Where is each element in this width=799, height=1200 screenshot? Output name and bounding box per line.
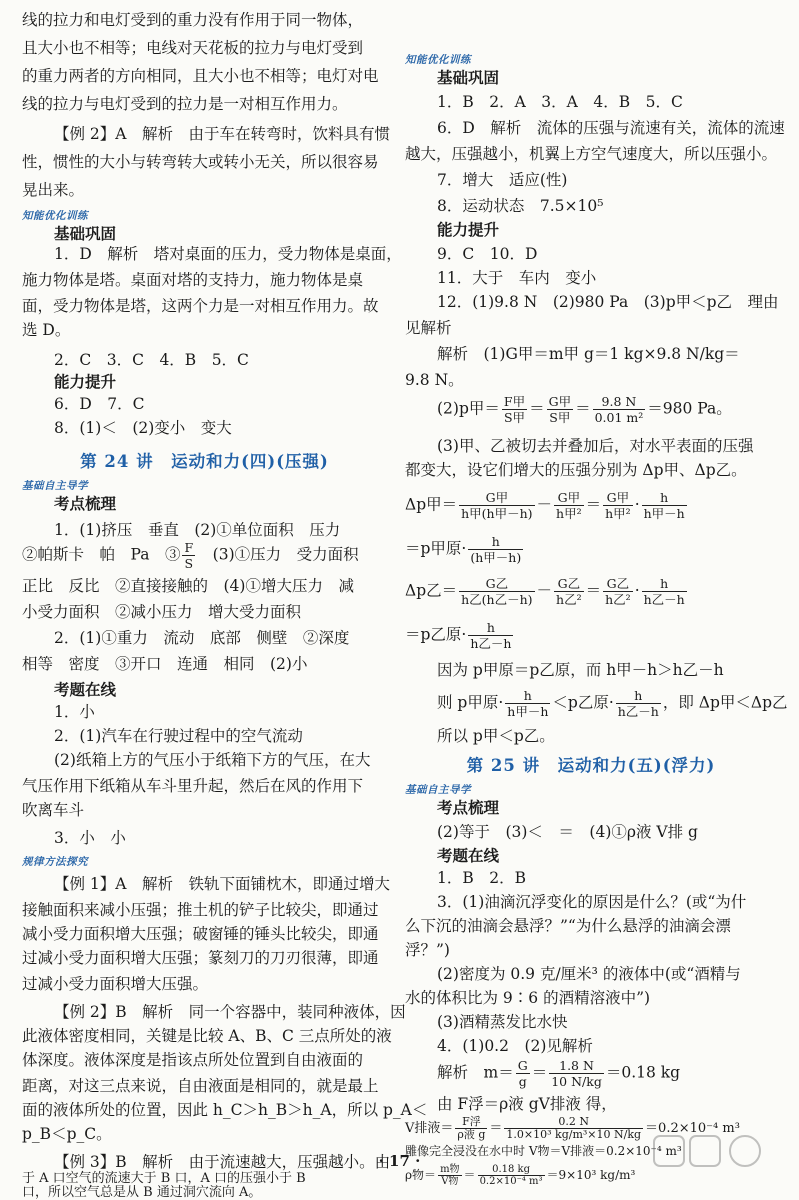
denominator: h乙－h (617, 704, 659, 719)
watermark-shape (730, 1136, 760, 1166)
lesson-25-heading: 第 25 讲 运动和力(五)(浮力) (466, 756, 716, 775)
answer-line: 11．大于 车内 变小 (437, 269, 597, 287)
numerator: G甲 (548, 394, 572, 409)
denominator: ρ液 g (457, 1128, 486, 1141)
answer-line: (3)酒精蒸发比水快 (437, 1013, 568, 1031)
numerator: G乙 (554, 576, 584, 592)
denominator: h甲(h甲－h) (461, 506, 533, 521)
answer-line: 8．运动状态 7.5×10⁵ (437, 197, 604, 215)
denominator: (h甲－h) (470, 550, 522, 565)
text-line: 都变大，设它们增大的压强分别为 Δp甲、Δp乙。 (405, 461, 747, 479)
answer-line: 6．D 解析 流体的压强与流速有关，流体的流速 (437, 119, 785, 137)
denominator: S (184, 556, 194, 571)
text-line: 过减小受力面积增大压强；篆刻刀的刀刃很薄，即通 (22, 949, 379, 967)
numerator: 9.8 N (593, 394, 646, 410)
answer-line: 1．D 解析 塔对桌面的压力，受力物体是桌面， (54, 245, 402, 263)
section-tag: 知能优化训练 (405, 54, 471, 66)
answer-line: 2．(1)①重力 流动 底部 侧壁 ②深度 (54, 629, 350, 647)
denominator: g (518, 1074, 527, 1089)
text-span: ＝0.18 kg (605, 1063, 681, 1082)
denominator: 10 N/kg (551, 1074, 602, 1089)
denominator: h甲－h (507, 704, 549, 719)
subsection-title: 考点梳理 (437, 798, 500, 817)
subsection-title: 基础巩固 (437, 68, 500, 87)
text-line: 过减小受力面积增大压强。 (22, 975, 209, 993)
answer-line: (2)等于 (3)＜ ＝ (4)①ρ液 V排 g (437, 823, 698, 841)
text-span: ＝980 Pa。 (647, 399, 732, 418)
equation-pressure: (2)p甲＝ $\frac{\text{F甲}}{\text{S甲}}$ ＝ $\frac{\text{G甲}}{\text{S甲}}$ ＝ $\frac{9.8 N}{\text{0.01 m²}}$ ＝980 Pa。 (437, 394, 732, 425)
fraction (616, 688, 661, 719)
equation-delta-p-jia: Δp甲＝ $\frac{\text{G甲}}{\text{h甲(h甲－h)}}$ － $\frac{\text{G甲}}{\text{h甲²}}$ ＝ $\frac{\text{G甲}}{\text{h甲²}}$ · $\frac{h}{\text{h甲－h}}$ (405, 490, 685, 521)
text-line: 减小受力面积增大压强；破窗锤的锤头比较尖，即通 (22, 925, 379, 943)
denominator: 1.0×10³ kg/m³×10 N/kg (506, 1128, 642, 1141)
lesson-24-heading: 第 24 讲 运动和力(四)(压强) (80, 452, 329, 471)
text-line: p_B＜p_C。 (22, 1125, 112, 1143)
section-tag: 规律方法探究 (22, 856, 88, 868)
text-span: ＝p甲原· (405, 539, 467, 558)
answer-line: 12．(1)9.8 N (2)980 Pa (3)p甲＜p乙 理由 (437, 293, 779, 311)
denominator: 0.2×10⁻⁴ m³ (479, 1176, 543, 1187)
text-span: 则 p甲原· (437, 693, 504, 712)
subsection-title: 基础巩固 (54, 224, 117, 243)
answer-line: 3．小 小 (54, 829, 126, 847)
denominator: h乙－h (470, 636, 512, 651)
denominator: h乙(h乙－h) (461, 592, 533, 607)
subsection-title: 考题在线 (437, 846, 500, 865)
fraction (459, 490, 534, 521)
answer-line: 4．(1)0.2 (2)见解析 (437, 1037, 593, 1055)
numerator: m物 (440, 1164, 460, 1175)
numerator: h (468, 620, 513, 636)
text-span: V排液＝ (405, 1121, 454, 1136)
text-span: ＝0.2×10⁻⁴ m³ (645, 1121, 740, 1136)
text-line: 小受力面积 ②减小压力 增大受力面积 (22, 603, 302, 621)
numerator: h (642, 576, 687, 592)
solution-line: 所以 p甲＜p乙。 (437, 727, 555, 745)
example-3-answer: 【例 3】B 解析 由于流速越大，压强越小。由 (54, 1153, 391, 1171)
text-span: ＝p乙原· (405, 625, 467, 644)
text-span: (2)p甲＝ (437, 399, 500, 418)
numerator: F浮 (455, 1116, 487, 1129)
text-span: ＜p乙原· (552, 693, 614, 712)
answer-line: 2．(1)汽车在行驶过程中的空气流动 (54, 727, 303, 745)
denominator: h乙－h (643, 592, 685, 607)
numerator: h (505, 688, 550, 704)
text-line: 选 D。 (22, 321, 71, 339)
fraction (642, 576, 687, 607)
answer-line: (2)密度为 0.9 克/厘米³ 的液体中(或“酒精与 (437, 965, 741, 983)
answer-line: (2)纸箱上方的气压小于纸箱下方的气压，在大 (54, 751, 371, 769)
text-line: 气压作用下纸箱从车斗里升起，然后在风的作用下 (22, 777, 364, 795)
text-span: 解析 m＝ (437, 1063, 514, 1082)
numerator: G甲 (459, 490, 534, 506)
answer-line: 8．(1)＜ (2)变小 变大 (54, 419, 232, 437)
text-span: Δp乙＝ (405, 581, 458, 600)
answer-line: 6．D 7．C (54, 395, 145, 413)
answer-line: 7．增大 适应(性) (437, 171, 568, 189)
fraction (455, 1116, 487, 1141)
text-line: 见解析 (405, 319, 452, 337)
numerator: 0.18 kg (478, 1164, 545, 1176)
answer-line: 1．B 2．A 3．A 4．B 5．C (437, 93, 683, 111)
fraction (593, 394, 646, 425)
equation-mass: 解析 m＝ $\frac{G}{g}$ ＝ $\frac{1.8 N}{10 N/kg}$ ＝0.18 kg (437, 1058, 681, 1089)
fraction (554, 490, 584, 521)
text-line: 线的拉力与电灯受到的拉力是一对相互作用力。 (22, 95, 348, 113)
text-line: 正比 反比 ②直接接触的 (4)①增大压力 减 (22, 577, 354, 595)
text-line: 于 A 口空气的流速大于 B 口，A 口的压强小于 B (22, 1171, 306, 1186)
text-line: 且大小也不相等；电线对天花板的拉力与电灯受到 (22, 39, 364, 57)
text-line: 体深度。液体深度是指该点所处位置到自由液面的 (22, 1051, 364, 1069)
fraction (505, 688, 550, 719)
fraction (459, 576, 534, 607)
example-1-answer: 【例 1】A 解析 铁轨下面铺枕木，即通过增大 (54, 875, 390, 893)
numerator: h (642, 490, 687, 506)
numerator: h (616, 688, 661, 704)
watermark-shape (654, 1136, 684, 1166)
subsection-title: 考点梳理 (54, 494, 117, 513)
equation-comparison (405, 688, 788, 719)
numerator: G甲 (554, 490, 584, 506)
answer-line: 1．小 (54, 703, 95, 721)
denominator: h甲² (605, 506, 631, 521)
fraction (549, 1058, 604, 1089)
equation-line (405, 620, 515, 651)
numerator: F甲 (503, 394, 526, 409)
numerator: G乙 (459, 576, 534, 592)
text-span: ρ物＝ (405, 1168, 437, 1182)
subsection-title: 考题在线 (54, 680, 117, 699)
text-line: 线的拉力和电灯受到的重力没有作用于同一物体， (22, 11, 364, 29)
text-line: 浮？”) (405, 941, 450, 959)
subsection-title: 能力提升 (54, 372, 117, 391)
text-line: 9.8 N。 (405, 371, 464, 389)
solution-line: 由 F浮＝ρ液 gV排液 得， (437, 1095, 617, 1113)
numerator: h (468, 534, 523, 550)
text-span: ②帕斯卡 帕 Pa ③ (22, 545, 181, 564)
section-tag: 基础自主导学 (22, 480, 88, 492)
fraction (547, 394, 574, 425)
text-span: (3)①压力 受力面积 (197, 545, 359, 564)
answer-line: 2．C 3．C 4．B 5．C (54, 351, 249, 369)
text-span: Δp甲＝ (405, 495, 458, 514)
equation-density: ρ物＝ $\frac{\text{m物}}{\text{V物}}$ ＝ $\frac{0.18 kg}{\text{0.2×10⁻⁴ m³}}$ ＝9×10³ kg/m³ (405, 1164, 636, 1187)
watermark-shape (690, 1136, 720, 1166)
solution-line: 解析 (1)G甲＝m甲 g＝1 kg×9.8 N/kg＝ (437, 345, 740, 363)
answer-line: 3．(1)油滴沉浮变化的原因是什么？(或“为什 (437, 893, 747, 911)
fraction (504, 1116, 643, 1141)
text-line: 面，受力物体是塔，这两个力是一对相互作用力。故 (22, 297, 379, 315)
answer-line: 9．C 10．D (437, 245, 538, 263)
equation-volume: V排液＝ $\frac{\text{F浮}}{\text{ρ液 g}}$ ＝ $\frac{0.2 N}{\text{1.0×10³ kg/m³×10 N/kg}}$ ＝0.2×10⁻⁴ m³ (405, 1115, 740, 1141)
fraction (554, 576, 584, 607)
fraction (468, 620, 513, 651)
denominator: 0.01 m² (594, 410, 644, 425)
subsection-title: 能力提升 (437, 220, 500, 239)
denominator: V物 (441, 1176, 459, 1187)
denominator: h甲² (556, 506, 582, 521)
text-line: 相等 密度 ③开口 连通 相同 (2)小 (22, 655, 308, 673)
text-span: ＝9×10³ kg/m³ (546, 1168, 636, 1182)
denominator: S甲 (549, 410, 571, 425)
numerator: G甲 (603, 490, 633, 506)
text-line: 性，惯性的大小与转弯转大或转小无关，所以很容易 (22, 153, 379, 171)
text-line: 距离，对这三点来说，自由液面是相同的，就是最上 (22, 1077, 379, 1095)
answer-line: 1．(1)挤压 垂直 (2)①单位面积 压力 (54, 521, 341, 539)
text-line: 水的体积比为 9∶6 的酒精溶液中”) (405, 989, 651, 1007)
denominator: S甲 (503, 410, 526, 425)
text-line: 晃出来。 (22, 181, 85, 199)
numerator: G (517, 1058, 528, 1073)
fraction (468, 534, 523, 565)
denominator: h甲－h (643, 506, 685, 521)
text-line: 施力物体是塔。桌面对塔的支持力，施力物体是桌 (22, 271, 364, 289)
text-line: 口，所以空气总是从 B 通过洞穴流向 A。 (22, 1185, 262, 1200)
text-line: 面的液体所处的位置，因此 h_C＞h_B＞h_A，所以 p_A＜ (22, 1101, 428, 1119)
equation-delta-p-yi: Δp乙＝ $\frac{\text{G乙}}{\text{h乙(h乙－h)}}$ － $\frac{\text{G乙}}{\text{h乙²}}$ ＝ $\frac{\text{G乙}}{\text{h乙²}}$ · $\frac{h}{\text{h乙－h}}$ (405, 576, 685, 607)
watermark-logo (650, 1132, 790, 1192)
fraction (642, 490, 687, 521)
page-number: · 17 · (378, 1152, 421, 1170)
example-2-answer: 【例 2】B 解析 同一个容器中，装同种液体，因 (54, 1003, 406, 1021)
text-line: 接触面积来减小压强；推土机的铲子比较尖，即通过 (22, 901, 379, 919)
text-line: 此液体密度相同，关键是比较 A、B、C 三点所处的液 (22, 1027, 392, 1045)
answer-line (22, 540, 359, 571)
fraction-f-over-s (182, 540, 195, 571)
text-line: 的重力两者的方向相同，且大小也不相等；电灯对电 (22, 67, 379, 85)
solution-line: 因为 p甲原＝p乙原，而 h甲－h＞h乙－h (437, 661, 724, 679)
equation-line (405, 534, 525, 565)
fraction (603, 576, 633, 607)
fraction (603, 490, 633, 521)
numerator: F (184, 540, 194, 555)
numerator: 0.2 N (504, 1116, 643, 1129)
example-2-answer: 【例 2】A 解析 由于车在转弯时，饮料具有惯 (54, 125, 390, 143)
text-line: 越大，压强越小，机翼上方空气速度大，所以压强小。 (405, 145, 778, 163)
numerator: G乙 (603, 576, 633, 592)
section-tag: 基础自主导学 (405, 784, 471, 796)
fraction (502, 394, 527, 425)
numerator: 1.8 N (549, 1058, 604, 1074)
fraction (516, 1058, 530, 1089)
solution-line: (3)甲、乙被切去并叠加后，对水平表面的压强 (437, 437, 754, 455)
denominator: h乙² (605, 592, 631, 607)
section-tag: 知能优化训练 (22, 210, 88, 222)
solution-line: 雕像完全浸没在水中时 V物＝V排液＝0.2×10⁻⁴ m³ (405, 1144, 682, 1158)
denominator: h乙² (556, 592, 582, 607)
text-line: 么下沉的油滴会悬浮？”“为什么悬浮的油滴会漂 (405, 917, 731, 935)
text-line: 吹离车斗 (22, 801, 85, 819)
text-span: ，即 Δp甲＜Δp乙 (662, 693, 788, 712)
answer-line: 1．B 2．B (437, 869, 527, 887)
